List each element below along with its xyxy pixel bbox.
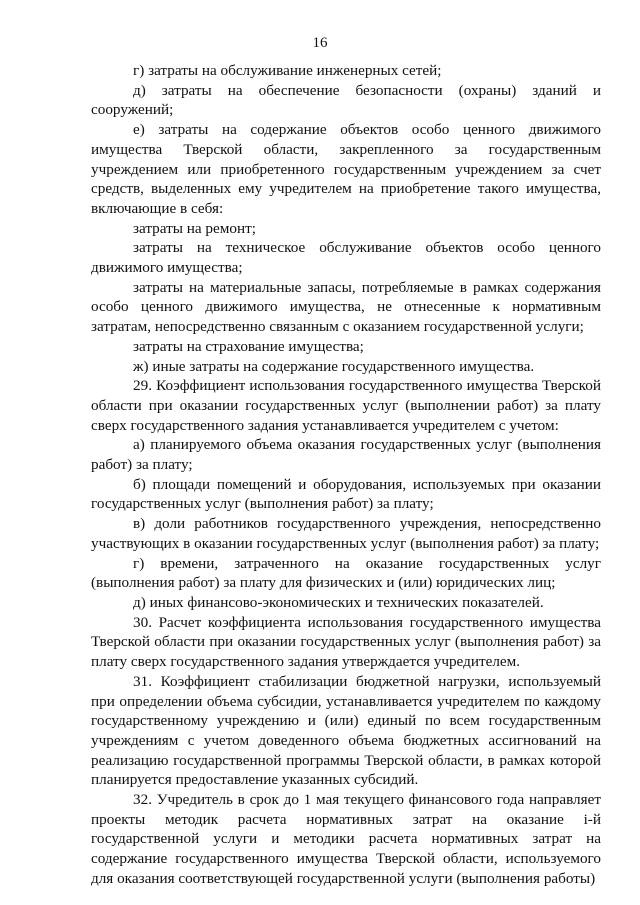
paragraph-29-b: б) площади помещений и оборудования, используемых при оказании государственных услуг (выполнения работ) за плату;	[91, 475, 601, 513]
paragraph-g-engineering-networks: г) затраты на обслуживание инженерных сетей;	[133, 62, 442, 79]
paragraph-29: 29. Коэффициент использования государственного имущества Тверской области при оказании государственных услуг (выполнении работ) за плату сверх государственного задания устанавливается учредителем с учетом:	[91, 377, 601, 434]
page-number: 16	[312, 35, 328, 51]
paragraph-maintenance-costs: затраты на техническое обслуживание объектов особо ценного движимого имущества;	[91, 239, 601, 277]
paragraph-30: 30. Расчет коэффициента использования государственного имущества Тверской области при оказании государственных услуг (выполнения работ) за плату сверх государственного задания утверждается учредителем.	[91, 613, 601, 671]
paragraph-32: 32. Учредитель в срок до 1 мая текущего финансового года направляет проекты методик расчета нормативных затрат на оказание i-й государственной услуги и методики расчета нормативных затрат на содержание государственного имущества Тверской области, используемого для оказания соответствующей государственной услуги (выполнения работы)	[91, 791, 601, 887]
paragraph-zh-other-costs: ж) иные затраты на содержание государственного имущества.	[133, 357, 535, 375]
paragraph-29-a: а) планируемого объема оказания государственных услуг (выполнения работ) за плату;	[91, 436, 601, 474]
paragraph-29-d: д) иных финансово-экономических и технических показателей.	[133, 593, 544, 611]
paragraph-29-v: в) доли работников государственного учреждения, непосредственно участвующих в оказании государственных услуг (выполнения работ) за плату;	[91, 515, 601, 552]
paragraph-d-security: д) затраты на обеспечение безопасности (охраны) зданий и сооружений;	[91, 81, 601, 119]
paragraph-material-costs: затраты на материальные запасы, потребляемые в рамках содержания особо ценного движимого имущества, не отнесенные к нормативным затратам, непосредственно связанным с оказанием государственной услуги;	[91, 278, 601, 336]
paragraph-29-g: г) времени, затраченного на оказание государственных услуг (выполнения работ) за плату для физических и (или) юридических лиц;	[91, 554, 601, 592]
paragraph-31: 31. Коэффициент стабилизации бюджетной нагрузки, используемый при определении объема субсидии, устанавливается учредителем по каждому государственному учреждению и (или) единый по всем государственным учреждениям с учетом доведенного объема бюджетных ассигнований на реализацию государственной программы Тверской области, в рамках которой планируется предоставление указанных субсидий.	[91, 672, 601, 789]
paragraph-insurance-costs: затраты на страхование имущества;	[133, 337, 364, 355]
paragraph-e-movable-property: е) затраты на содержание объектов особо ценного движимого имущества Тверской области, закрепленного за государственным учреждением или приобретенного государственным учреждением за счет средств, выделенных ему учредителем на приобретение такого имущества, включающие в себя:	[91, 121, 601, 217]
document-body	[91, 61, 601, 889]
paragraph-repair-costs: затраты на ремонт;	[133, 219, 256, 237]
